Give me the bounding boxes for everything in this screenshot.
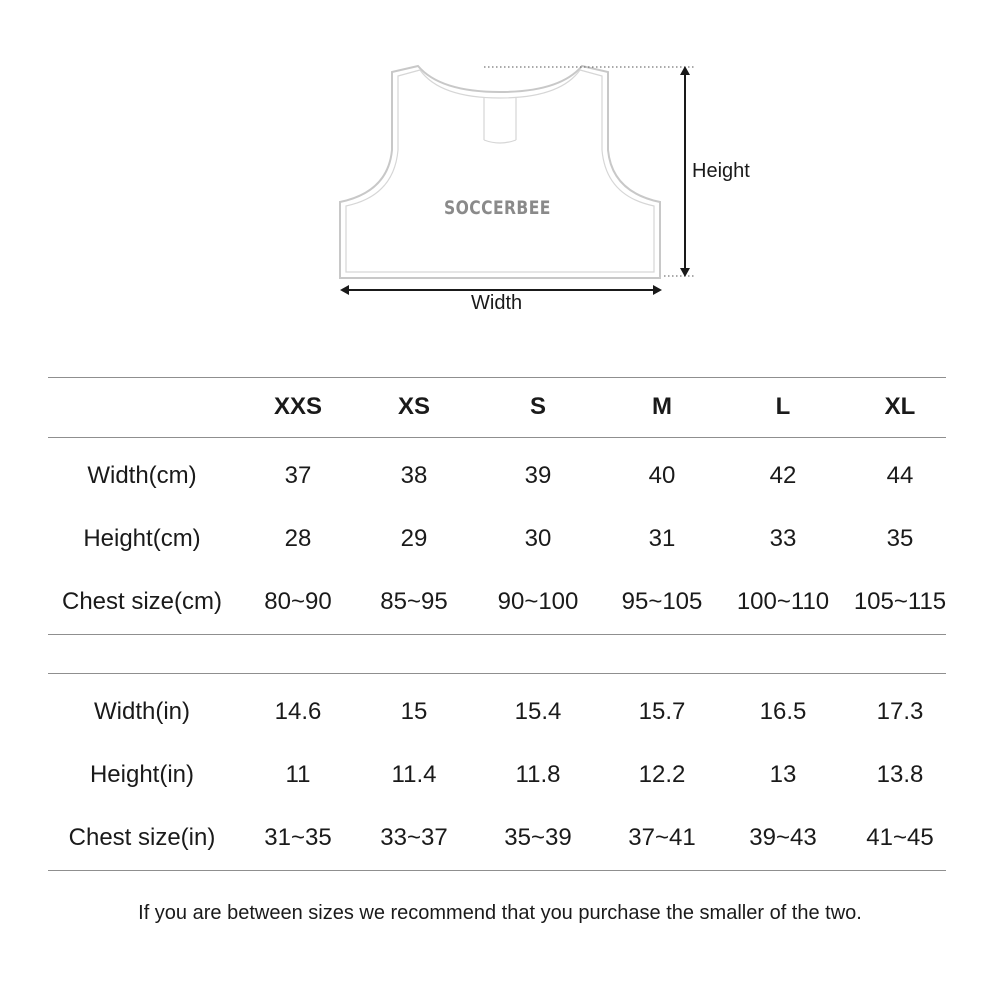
size-header-s: S (529, 393, 547, 420)
brand-logo-text: SOCCERBEE (444, 197, 551, 219)
table-cell: 39 (524, 462, 552, 489)
height-label: Height (692, 160, 750, 182)
table-cell: 41~45 (866, 824, 934, 851)
sports-bra-illustration (0, 0, 1000, 330)
row-label: Chest size(in) (68, 824, 216, 851)
table-cell: 28 (284, 525, 312, 552)
table-top-rule (48, 377, 946, 378)
table-cell: 80~90 (264, 588, 332, 615)
table-cell: 15.7 (638, 698, 686, 725)
row-label: Width(cm) (87, 462, 197, 489)
table-bottom-rule (48, 870, 946, 871)
garment-diagram (0, 0, 1000, 330)
table-cell: 11.4 (391, 761, 437, 788)
table-cell: 85~95 (380, 588, 448, 615)
size-header-xxs: XXS (273, 393, 323, 420)
table-row (48, 692, 958, 732)
size-header-xl: XL (884, 393, 916, 420)
table-cell: 37 (284, 462, 312, 489)
table-row (48, 755, 958, 795)
table-cell: 90~100 (497, 588, 579, 615)
table-cell: 15 (400, 698, 428, 725)
table-cell: 33 (769, 525, 797, 552)
table-cell: 11 (285, 761, 311, 788)
width-label: Width (471, 292, 523, 314)
sizing-recommendation-note: If you are between sizes we recommend that you purchase the smaller of the two. (138, 902, 862, 924)
table-cell: 33~37 (380, 824, 448, 851)
table-cell: 11.8 (515, 761, 561, 788)
row-label: Chest size(cm) (61, 588, 223, 615)
table-cell: 16.5 (759, 698, 807, 725)
table-cell: 40 (648, 462, 676, 489)
table-cell: 14.6 (274, 698, 322, 725)
table-row (48, 456, 958, 496)
table-cell: 42 (769, 462, 797, 489)
table-cell: 17.3 (876, 698, 924, 725)
table-cell: 39~43 (749, 824, 817, 851)
table-cell: 35 (886, 525, 914, 552)
cm-section-bottom-rule (48, 634, 946, 635)
table-cell: 37~41 (628, 824, 696, 851)
table-cell: 105~115 (853, 588, 947, 615)
table-cell: 15.4 (514, 698, 562, 725)
height-arrow (680, 66, 690, 277)
size-header-m: M (652, 393, 672, 420)
row-label: Width(in) (93, 698, 191, 725)
sports-bra-outline (340, 66, 660, 278)
size-header-row (48, 387, 958, 427)
table-cell: 12.2 (638, 761, 686, 788)
size-header-l: L (775, 393, 791, 420)
table-cell: 30 (524, 525, 552, 552)
row-label: Height(in) (89, 761, 195, 788)
table-row (48, 519, 958, 559)
header-divider-rule (48, 437, 946, 438)
table-cell: 13.8 (876, 761, 924, 788)
row-label: Height(cm) (83, 525, 201, 552)
table-cell: 38 (400, 462, 428, 489)
table-cell: 29 (400, 525, 428, 552)
table-cell: 13 (769, 761, 797, 788)
table-cell: 31 (648, 525, 676, 552)
table-cell: 95~105 (621, 588, 703, 615)
table-row (48, 582, 958, 622)
size-header-xs: XS (397, 393, 431, 420)
table-cell: 31~35 (264, 824, 332, 851)
table-cell: 100~110 (736, 588, 830, 615)
table-cell: 35~39 (504, 824, 572, 851)
in-section-top-rule (48, 673, 946, 674)
table-row (48, 818, 958, 858)
table-cell: 44 (886, 462, 914, 489)
